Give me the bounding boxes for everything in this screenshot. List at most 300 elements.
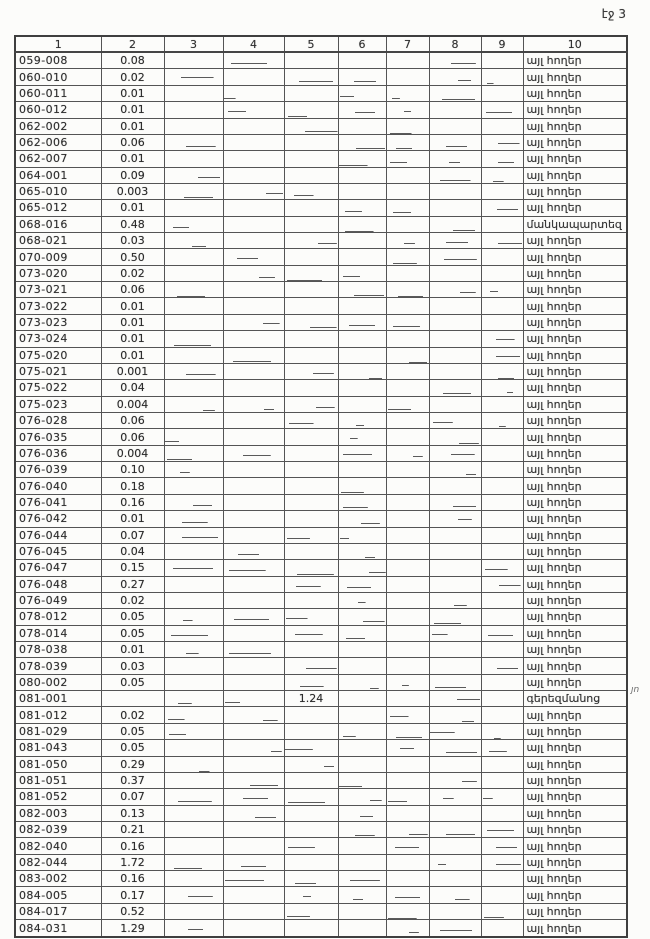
cell-empty-col6 (338, 412, 386, 428)
cell-parcel-code: 070-009 (15, 249, 101, 265)
cell-empty-col6 (338, 52, 386, 69)
cell-area-value: 0.16 (101, 494, 164, 510)
table-row (15, 331, 627, 347)
cell-land-type: այլ հողեր (523, 52, 627, 69)
table-row (15, 674, 627, 690)
cell-empty-col9 (481, 118, 523, 134)
cell-empty-col9 (481, 838, 523, 854)
cell-col5-value (284, 429, 338, 445)
cell-empty-col3 (164, 298, 223, 314)
table-row (15, 216, 627, 232)
cell-empty-col7 (386, 691, 429, 707)
cell-empty-col4 (223, 920, 284, 937)
cell-empty-col7 (386, 183, 429, 199)
cell-col5-value (284, 396, 338, 412)
cell-empty-col8 (429, 118, 481, 134)
table-row (15, 134, 627, 150)
cell-empty-col4 (223, 625, 284, 641)
cell-land-type: այլ հողեր (523, 723, 627, 739)
cell-land-type: այլ հողեր (523, 625, 627, 641)
cell-area-value: 0.05 (101, 740, 164, 756)
cell-empty-col6 (338, 772, 386, 788)
cell-empty-col4 (223, 527, 284, 543)
cell-empty-col9 (481, 445, 523, 461)
cell-land-type: այլ հողեր (523, 102, 627, 118)
cell-empty-col6 (338, 85, 386, 101)
cell-empty-col3 (164, 625, 223, 641)
cell-empty-col9 (481, 805, 523, 821)
cell-empty-col6 (338, 478, 386, 494)
cell-parcel-code: 081-052 (15, 789, 101, 805)
cell-empty-col9 (481, 282, 523, 298)
cell-empty-col3 (164, 347, 223, 363)
cell-col5-value (284, 134, 338, 150)
cell-col5-value (284, 592, 338, 608)
cell-parcel-code: 076-042 (15, 511, 101, 527)
cell-col5-value (284, 102, 338, 118)
cell-empty-col8 (429, 511, 481, 527)
cell-empty-col8 (429, 52, 481, 69)
cell-empty-col6 (338, 396, 386, 412)
cell-empty-col3 (164, 511, 223, 527)
cell-parcel-code: 081-029 (15, 723, 101, 739)
cell-parcel-code: 073-024 (15, 331, 101, 347)
cell-land-type: այլ հողեր (523, 592, 627, 608)
cell-area-value: 0.02 (101, 592, 164, 608)
table-row (15, 576, 627, 592)
cell-empty-col6 (338, 838, 386, 854)
table-row (15, 363, 627, 379)
cell-empty-col8 (429, 838, 481, 854)
cell-empty-col9 (481, 920, 523, 937)
cell-col5-value (284, 576, 338, 592)
cell-empty-col4 (223, 707, 284, 723)
cell-empty-col7 (386, 494, 429, 510)
cell-empty-col7 (386, 854, 429, 870)
cell-col5-value (284, 69, 338, 85)
cell-land-type: այլ հողեր (523, 183, 627, 199)
cell-empty-col6 (338, 298, 386, 314)
cell-land-type: այլ հողեր (523, 772, 627, 788)
cell-empty-col3 (164, 772, 223, 788)
cell-empty-col9 (481, 396, 523, 412)
cell-land-type: այլ հողեր (523, 871, 627, 887)
cell-empty-col7 (386, 380, 429, 396)
cell-empty-col3 (164, 756, 223, 772)
cell-land-type: այլ հողեր (523, 380, 627, 396)
cell-col5-value: 1.24 (284, 691, 338, 707)
cell-empty-col4 (223, 723, 284, 739)
cell-area-value: 0.37 (101, 772, 164, 788)
cell-empty-col7 (386, 151, 429, 167)
cell-empty-col9 (481, 887, 523, 903)
cell-area-value: 0.03 (101, 233, 164, 249)
cell-empty-col3 (164, 789, 223, 805)
cell-land-type: այլ հողեր (523, 658, 627, 674)
cell-empty-col3 (164, 592, 223, 608)
cell-empty-col3 (164, 462, 223, 478)
cell-empty-col4 (223, 314, 284, 330)
cell-parcel-code: 073-023 (15, 314, 101, 330)
cell-empty-col8 (429, 887, 481, 903)
cell-col5-value (284, 183, 338, 199)
cell-empty-col9 (481, 380, 523, 396)
cell-empty-col7 (386, 576, 429, 592)
cell-empty-col8 (429, 609, 481, 625)
cell-parcel-code: 082-039 (15, 821, 101, 837)
cell-empty-col4 (223, 380, 284, 396)
cell-area-value: 0.17 (101, 887, 164, 903)
cell-empty-col7 (386, 216, 429, 232)
table-row (15, 380, 627, 396)
cell-col5-value (284, 740, 338, 756)
cell-empty-col7 (386, 200, 429, 216)
cell-empty-col4 (223, 412, 284, 428)
cell-land-type: այլ հողեր (523, 543, 627, 559)
cell-empty-col9 (481, 560, 523, 576)
cell-empty-col9 (481, 511, 523, 527)
table-row (15, 592, 627, 608)
cell-empty-col3 (164, 233, 223, 249)
cell-empty-col4 (223, 576, 284, 592)
cell-area-value: 0.01 (101, 314, 164, 330)
table-row (15, 183, 627, 199)
cell-parcel-code: 073-022 (15, 298, 101, 314)
cell-col5-value (284, 347, 338, 363)
cell-empty-col3 (164, 838, 223, 854)
cell-empty-col3 (164, 740, 223, 756)
cell-empty-col6 (338, 282, 386, 298)
cell-empty-col8 (429, 363, 481, 379)
cell-col5-value (284, 200, 338, 216)
table-row (15, 903, 627, 919)
cell-empty-col3 (164, 167, 223, 183)
cell-parcel-code: 064-001 (15, 167, 101, 183)
cell-empty-col3 (164, 707, 223, 723)
table-row (15, 560, 627, 576)
cell-empty-col8 (429, 494, 481, 510)
column-header: 3 (164, 36, 223, 52)
cell-area-value: 0.52 (101, 903, 164, 919)
cell-empty-col9 (481, 494, 523, 510)
cell-parcel-code: 081-051 (15, 772, 101, 788)
table-row (15, 527, 627, 543)
cell-land-type: այլ հողեր (523, 298, 627, 314)
cell-area-value: 0.48 (101, 216, 164, 232)
cell-land-type: այլ հողեր (523, 412, 627, 428)
cell-empty-col9 (481, 691, 523, 707)
table-row (15, 445, 627, 461)
cell-area-value: 0.04 (101, 380, 164, 396)
cell-parcel-code: 076-044 (15, 527, 101, 543)
cell-empty-col4 (223, 151, 284, 167)
table-row (15, 805, 627, 821)
cell-empty-col3 (164, 216, 223, 232)
cell-area-value: 0.01 (101, 511, 164, 527)
cell-parcel-code: 062-006 (15, 134, 101, 150)
cell-empty-col9 (481, 821, 523, 837)
cell-empty-col3 (164, 642, 223, 658)
cell-empty-col3 (164, 429, 223, 445)
cell-empty-col3 (164, 805, 223, 821)
cell-empty-col3 (164, 396, 223, 412)
cell-empty-col8 (429, 740, 481, 756)
cell-parcel-code: 082-040 (15, 838, 101, 854)
cell-empty-col7 (386, 821, 429, 837)
handwritten-margin-note: յո (631, 685, 640, 695)
cell-land-type: այլ հողեր (523, 609, 627, 625)
cell-empty-col6 (338, 691, 386, 707)
cell-empty-col4 (223, 69, 284, 85)
column-header: 2 (101, 36, 164, 52)
cell-land-type: այլ հողեր (523, 445, 627, 461)
cell-empty-col6 (338, 380, 386, 396)
cell-empty-col9 (481, 756, 523, 772)
cell-area-value: 0.02 (101, 707, 164, 723)
cell-empty-col8 (429, 789, 481, 805)
table-row (15, 118, 627, 134)
cell-area-value: 0.07 (101, 527, 164, 543)
cell-empty-col7 (386, 331, 429, 347)
cell-empty-col4 (223, 609, 284, 625)
cell-land-type: այլ հողեր (523, 740, 627, 756)
cell-empty-col6 (338, 265, 386, 281)
table-row (15, 347, 627, 363)
cell-land-type: այլ հողեր (523, 576, 627, 592)
table-body (15, 52, 627, 937)
cell-empty-col3 (164, 363, 223, 379)
cell-area-value: 0.04 (101, 543, 164, 559)
cell-empty-col4 (223, 674, 284, 690)
cell-empty-col3 (164, 527, 223, 543)
cell-area-value: 0.05 (101, 609, 164, 625)
table-row (15, 642, 627, 658)
cell-parcel-code: 083-002 (15, 871, 101, 887)
cell-empty-col4 (223, 298, 284, 314)
table-row (15, 511, 627, 527)
cell-col5-value (284, 511, 338, 527)
cell-area-value: 0.18 (101, 478, 164, 494)
cell-land-type: այլ հողեր (523, 314, 627, 330)
cell-empty-col6 (338, 429, 386, 445)
cell-col5-value (284, 805, 338, 821)
cell-area-value: 0.16 (101, 871, 164, 887)
cell-empty-col7 (386, 298, 429, 314)
cell-parcel-code: 075-022 (15, 380, 101, 396)
cell-parcel-code: 073-021 (15, 282, 101, 298)
cell-empty-col6 (338, 625, 386, 641)
cell-empty-col8 (429, 903, 481, 919)
cell-land-type: այլ հողեր (523, 85, 627, 101)
table-row (15, 723, 627, 739)
cell-area-value: 0.13 (101, 805, 164, 821)
cell-col5-value (284, 265, 338, 281)
cell-empty-col8 (429, 756, 481, 772)
cell-parcel-code: 075-021 (15, 363, 101, 379)
cell-land-type: այլ հողեր (523, 887, 627, 903)
cell-empty-col4 (223, 363, 284, 379)
cell-empty-col9 (481, 674, 523, 690)
cell-empty-col4 (223, 445, 284, 461)
cell-empty-col3 (164, 576, 223, 592)
cell-empty-col8 (429, 821, 481, 837)
cell-empty-col4 (223, 592, 284, 608)
cell-empty-col8 (429, 445, 481, 461)
cell-empty-col4 (223, 85, 284, 101)
cell-empty-col4 (223, 691, 284, 707)
cell-empty-col8 (429, 854, 481, 870)
cell-col5-value (284, 871, 338, 887)
cell-parcel-code: 062-002 (15, 118, 101, 134)
cell-parcel-code: 076-040 (15, 478, 101, 494)
cell-empty-col6 (338, 658, 386, 674)
table-row (15, 707, 627, 723)
cell-empty-col9 (481, 331, 523, 347)
cell-empty-col7 (386, 740, 429, 756)
cell-empty-col8 (429, 920, 481, 937)
cell-area-value: 0.50 (101, 249, 164, 265)
cell-empty-col3 (164, 314, 223, 330)
cell-empty-col9 (481, 576, 523, 592)
cell-land-type: այլ հողեր (523, 805, 627, 821)
cell-parcel-code: 082-003 (15, 805, 101, 821)
cell-empty-col7 (386, 412, 429, 428)
cell-empty-col6 (338, 102, 386, 118)
cell-col5-value (284, 151, 338, 167)
cell-empty-col8 (429, 871, 481, 887)
table-row (15, 412, 627, 428)
cell-empty-col4 (223, 511, 284, 527)
cell-area-value: 0.01 (101, 102, 164, 118)
cell-col5-value (284, 314, 338, 330)
cell-empty-col3 (164, 903, 223, 919)
cell-parcel-code: 081-043 (15, 740, 101, 756)
cell-empty-col7 (386, 69, 429, 85)
cell-col5-value (284, 412, 338, 428)
cell-area-value: 0.01 (101, 151, 164, 167)
cell-empty-col8 (429, 216, 481, 232)
cell-empty-col6 (338, 216, 386, 232)
cell-empty-col8 (429, 543, 481, 559)
cell-parcel-code: 082-044 (15, 854, 101, 870)
cell-area-value: 0.03 (101, 658, 164, 674)
cell-empty-col9 (481, 462, 523, 478)
cell-area-value: 0.09 (101, 167, 164, 183)
cell-empty-col7 (386, 756, 429, 772)
cell-col5-value (284, 887, 338, 903)
cell-empty-col6 (338, 363, 386, 379)
cell-parcel-code: 076-028 (15, 412, 101, 428)
cell-parcel-code: 076-047 (15, 560, 101, 576)
cell-land-type: այլ հողեր (523, 642, 627, 658)
cell-col5-value (284, 543, 338, 559)
cell-empty-col4 (223, 642, 284, 658)
cell-empty-col7 (386, 478, 429, 494)
cell-area-value: 0.004 (101, 396, 164, 412)
cell-empty-col6 (338, 233, 386, 249)
cell-area-value: 0.05 (101, 625, 164, 641)
cell-empty-col9 (481, 314, 523, 330)
table-row (15, 69, 627, 85)
cell-land-type: այլ հողեր (523, 920, 627, 937)
cell-empty-col4 (223, 167, 284, 183)
cell-land-type: այլ հողեր (523, 511, 627, 527)
table-row (15, 462, 627, 478)
cell-area-value: 0.16 (101, 838, 164, 854)
cell-parcel-code: 076-036 (15, 445, 101, 461)
cell-col5-value (284, 282, 338, 298)
cell-col5-value (284, 560, 338, 576)
cell-empty-col4 (223, 560, 284, 576)
cell-empty-col6 (338, 183, 386, 199)
cell-empty-col7 (386, 772, 429, 788)
cell-empty-col6 (338, 903, 386, 919)
table-row (15, 658, 627, 674)
cell-empty-col6 (338, 118, 386, 134)
cell-parcel-code: 078-012 (15, 609, 101, 625)
cell-empty-col6 (338, 249, 386, 265)
cell-empty-col6 (338, 756, 386, 772)
cell-empty-col7 (386, 887, 429, 903)
column-header: 1 (15, 36, 101, 52)
cell-empty-col3 (164, 445, 223, 461)
cell-land-type: այլ հողեր (523, 167, 627, 183)
cell-col5-value (284, 167, 338, 183)
cell-empty-col3 (164, 282, 223, 298)
cell-land-type: այլ հողեր (523, 363, 627, 379)
cell-area-value (101, 691, 164, 707)
cell-land-type: այլ հողեր (523, 478, 627, 494)
cell-empty-col4 (223, 838, 284, 854)
cell-empty-col8 (429, 265, 481, 281)
cell-empty-col8 (429, 527, 481, 543)
cell-empty-col7 (386, 543, 429, 559)
cell-empty-col4 (223, 658, 284, 674)
table-row (15, 543, 627, 559)
cell-land-type: այլ հողեր (523, 282, 627, 298)
cell-empty-col6 (338, 314, 386, 330)
cell-col5-value (284, 838, 338, 854)
cell-empty-col3 (164, 560, 223, 576)
cell-empty-col3 (164, 85, 223, 101)
cell-empty-col6 (338, 674, 386, 690)
cell-parcel-code: 060-010 (15, 69, 101, 85)
cell-parcel-code: 080-002 (15, 674, 101, 690)
cell-area-value: 0.001 (101, 363, 164, 379)
cell-empty-col4 (223, 462, 284, 478)
cell-area-value: 0.02 (101, 265, 164, 281)
cell-empty-col6 (338, 789, 386, 805)
cell-parcel-code: 076-049 (15, 592, 101, 608)
table-row (15, 282, 627, 298)
table-row (15, 609, 627, 625)
cell-empty-col9 (481, 134, 523, 150)
cell-empty-col6 (338, 134, 386, 150)
cell-empty-col7 (386, 642, 429, 658)
cell-area-value: 0.06 (101, 429, 164, 445)
cell-empty-col6 (338, 445, 386, 461)
table-row (15, 429, 627, 445)
cell-parcel-code: 065-010 (15, 183, 101, 199)
table-row (15, 740, 627, 756)
cell-empty-col8 (429, 723, 481, 739)
cell-empty-col6 (338, 527, 386, 543)
cell-parcel-code: 078-039 (15, 658, 101, 674)
cell-empty-col7 (386, 282, 429, 298)
cell-land-type: այլ հողեր (523, 233, 627, 249)
cell-parcel-code: 081-012 (15, 707, 101, 723)
table-row (15, 167, 627, 183)
